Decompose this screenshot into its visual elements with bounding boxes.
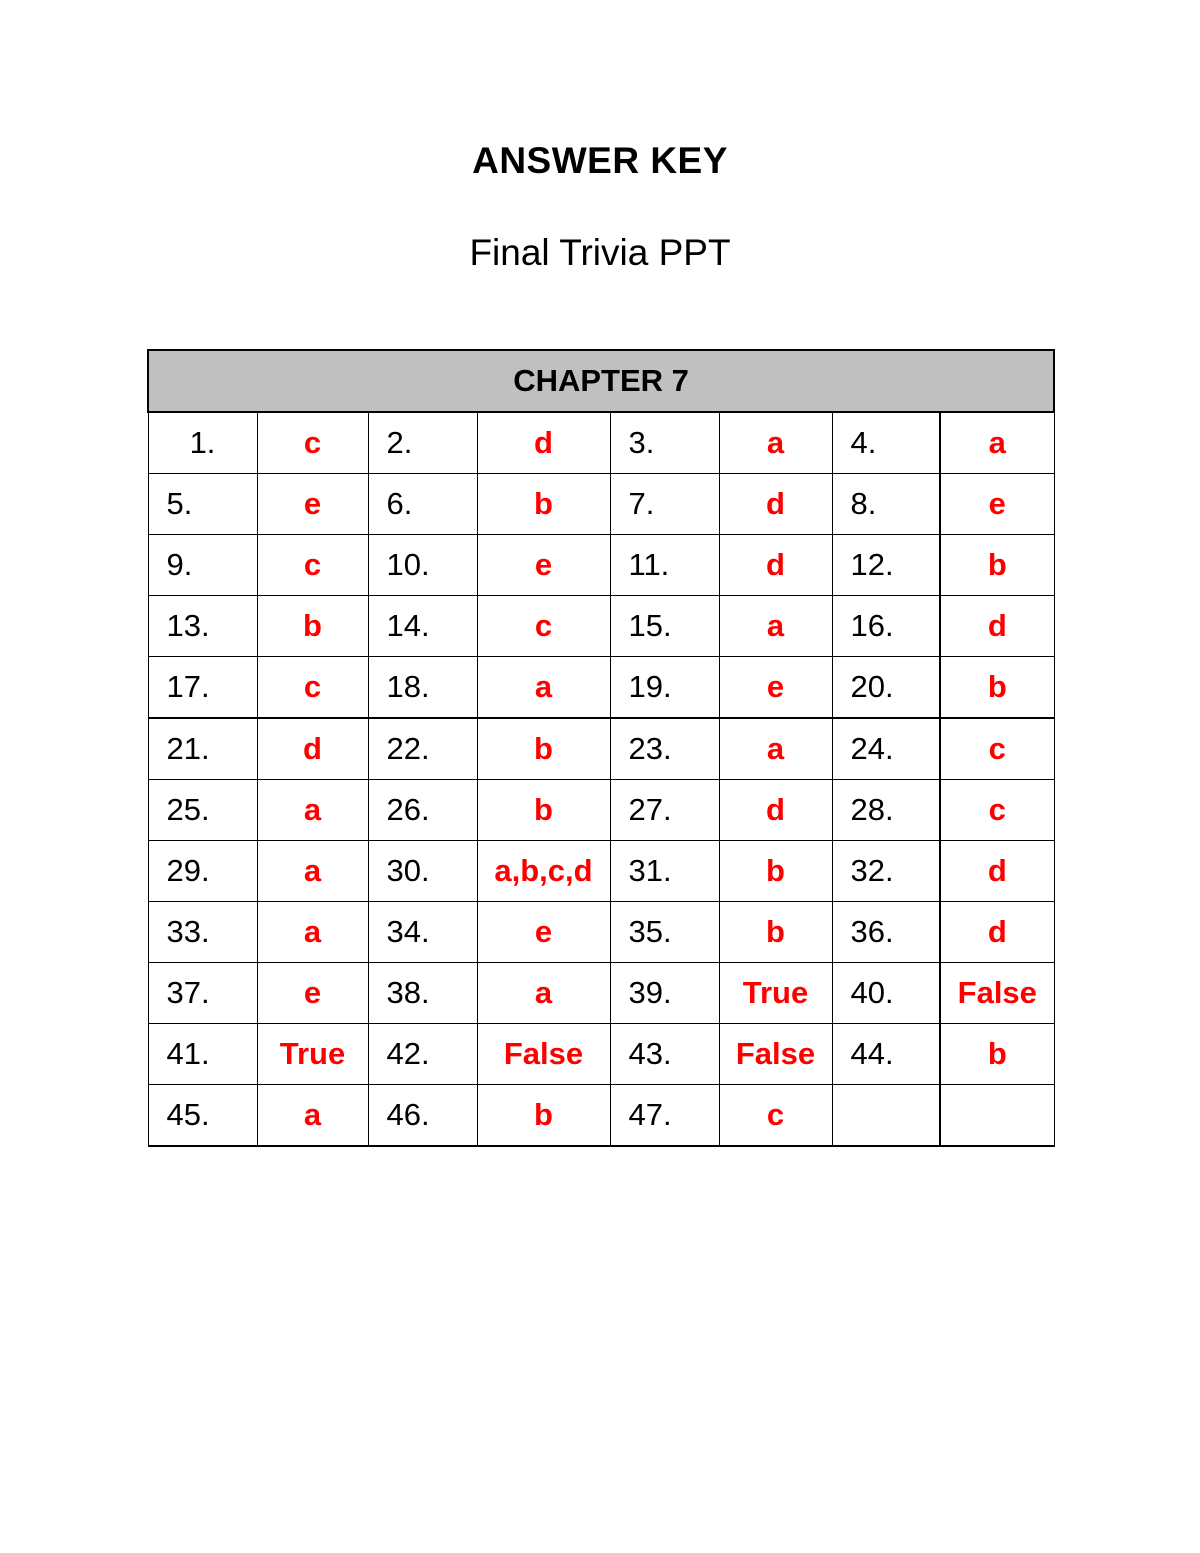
question-number: 30. <box>368 841 477 902</box>
question-number: 43. <box>610 1024 719 1085</box>
answer-cell: a <box>257 902 368 963</box>
question-number: 46. <box>368 1085 477 1147</box>
answer-cell: b <box>940 1024 1054 1085</box>
question-number: 37. <box>148 963 257 1024</box>
question-number: 44. <box>832 1024 940 1085</box>
answer-cell: e <box>257 474 368 535</box>
table-row <box>148 963 1054 1024</box>
answer-cell: b <box>477 1085 610 1147</box>
answer-cell: True <box>257 1024 368 1085</box>
question-number: 15. <box>610 596 719 657</box>
question-number: 7. <box>610 474 719 535</box>
question-number: 1. <box>148 412 257 474</box>
question-number: 18. <box>368 657 477 719</box>
answer-cell: b <box>257 596 368 657</box>
question-number: 12. <box>832 535 940 596</box>
question-number: 36. <box>832 902 940 963</box>
question-number: 39. <box>610 963 719 1024</box>
question-number: 5. <box>148 474 257 535</box>
question-number: 22. <box>368 718 477 780</box>
question-number: 47. <box>610 1085 719 1147</box>
answer-cell: e <box>940 474 1054 535</box>
question-number: 38. <box>368 963 477 1024</box>
answer-cell: d <box>940 841 1054 902</box>
question-number <box>832 1085 940 1147</box>
table-body <box>148 412 1054 1146</box>
page-subtitle: Final Trivia PPT <box>469 232 731 273</box>
question-number: 3. <box>610 412 719 474</box>
answer-cell: c <box>719 1085 832 1147</box>
question-number: 25. <box>148 780 257 841</box>
table-row <box>148 902 1054 963</box>
answer-cell: d <box>257 718 368 780</box>
table-row <box>148 1024 1054 1085</box>
answer-cell: a <box>257 841 368 902</box>
question-number: 33. <box>148 902 257 963</box>
answer-cell: a <box>719 596 832 657</box>
answer-cell: a <box>257 780 368 841</box>
answer-cell: b <box>477 474 610 535</box>
question-number: 11. <box>610 535 719 596</box>
answer-cell: a,b,c,d <box>477 841 610 902</box>
answer-cell: e <box>719 657 832 719</box>
question-number: 17. <box>148 657 257 719</box>
question-number: 41. <box>148 1024 257 1085</box>
answer-cell: False <box>477 1024 610 1085</box>
question-number: 42. <box>368 1024 477 1085</box>
question-number: 32. <box>832 841 940 902</box>
answer-cell: e <box>257 963 368 1024</box>
question-number: 9. <box>148 535 257 596</box>
question-number: 45. <box>148 1085 257 1147</box>
answer-cell: True <box>719 963 832 1024</box>
question-number: 26. <box>368 780 477 841</box>
answer-cell: b <box>719 841 832 902</box>
answer-cell: c <box>940 780 1054 841</box>
question-number: 21. <box>148 718 257 780</box>
question-number: 19. <box>610 657 719 719</box>
answer-cell: b <box>940 535 1054 596</box>
question-number: 13. <box>148 596 257 657</box>
answer-cell: b <box>940 657 1054 719</box>
table-row <box>148 841 1054 902</box>
answer-cell: d <box>719 474 832 535</box>
question-number: 28. <box>832 780 940 841</box>
question-number: 31. <box>610 841 719 902</box>
answer-cell: c <box>257 412 368 474</box>
table-row <box>148 596 1054 657</box>
table-row <box>148 535 1054 596</box>
page-title: ANSWER KEY <box>472 140 728 181</box>
answer-cell: b <box>477 780 610 841</box>
question-number: 23. <box>610 718 719 780</box>
answer-cell: c <box>257 535 368 596</box>
answer-cell: False <box>940 963 1054 1024</box>
table-row <box>148 412 1054 474</box>
question-number: 4. <box>832 412 940 474</box>
answer-cell: b <box>477 718 610 780</box>
answer-cell: c <box>477 596 610 657</box>
question-number: 16. <box>832 596 940 657</box>
answer-cell: d <box>940 902 1054 963</box>
answer-key-table <box>147 349 1055 1147</box>
question-number: 29. <box>148 841 257 902</box>
answer-cell: False <box>719 1024 832 1085</box>
answer-cell: d <box>719 780 832 841</box>
question-number: 10. <box>368 535 477 596</box>
answer-cell: a <box>719 412 832 474</box>
answer-cell: b <box>719 902 832 963</box>
answer-cell: e <box>477 902 610 963</box>
table-row <box>148 474 1054 535</box>
question-number: 14. <box>368 596 477 657</box>
question-number: 2. <box>368 412 477 474</box>
answer-cell: a <box>477 963 610 1024</box>
question-number: 35. <box>610 902 719 963</box>
answer-cell: e <box>477 535 610 596</box>
answer-cell: d <box>940 596 1054 657</box>
answer-cell: c <box>940 718 1054 780</box>
answer-cell: d <box>719 535 832 596</box>
table-row <box>148 657 1054 719</box>
question-number: 20. <box>832 657 940 719</box>
answer-cell <box>940 1085 1054 1147</box>
question-number: 6. <box>368 474 477 535</box>
question-number: 34. <box>368 902 477 963</box>
answer-cell: a <box>940 412 1054 474</box>
answer-cell: a <box>477 657 610 719</box>
answer-cell: d <box>477 412 610 474</box>
question-number: 40. <box>832 963 940 1024</box>
table-row <box>148 780 1054 841</box>
answer-cell: a <box>257 1085 368 1147</box>
table-row <box>148 718 1054 780</box>
question-number: 8. <box>832 474 940 535</box>
answer-cell: a <box>719 718 832 780</box>
chapter-header: CHAPTER 7 <box>148 350 1054 412</box>
answer-cell: c <box>257 657 368 719</box>
question-number: 24. <box>832 718 940 780</box>
table-header-row <box>148 350 1054 412</box>
question-number: 27. <box>610 780 719 841</box>
table-row <box>148 1085 1054 1147</box>
